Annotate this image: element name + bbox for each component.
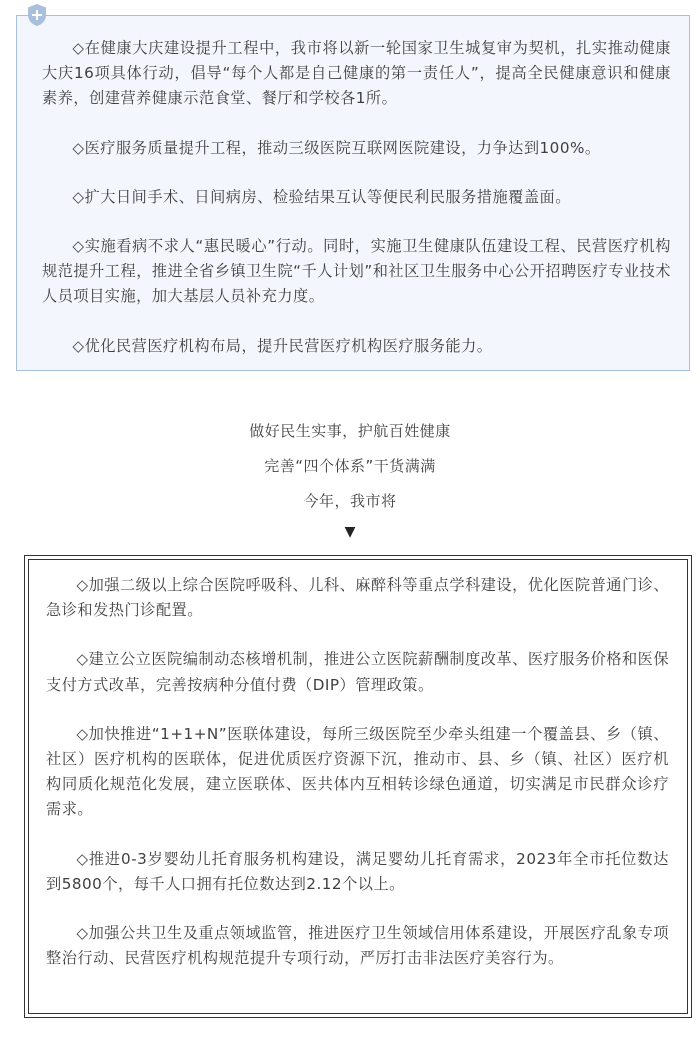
top-paragraph-5: ◇优化民营医疗机构布局，提升民营医疗机构医疗服务能力。 [72, 336, 493, 355]
bottom-paragraph-3: ◇加快推进“1+1+N”医联体建设，每所三级医院至少牵头组建一个覆盖县、乡（镇、社区）医疗机构的医联体，促进优质医疗资源下沉，推动市、县、乡（镇、社区）医疗机构同质化规范化发展，建立医联体、医共体内互相转诊绿色通道，切实满足市民群众诊疗需求。 [46, 724, 669, 819]
bottom-paragraph-5: ◇加强公共卫生及重点领域监管，推进医疗卫生领域信用体系建设，开展医疗乱象专项整治行动、民营医疗机构规范提升专项行动，严厉打击非法医疗美容行为。 [46, 924, 670, 968]
section-heading: 做好民生实事，护航百姓健康 [249, 422, 451, 440]
triangle-down-icon: ▼ [344, 524, 356, 540]
top-info-box [16, 15, 690, 371]
top-paragraph-4: ◇实施看病不求人“惠民暖心”行动。同时，实施卫生健康队伍建设工程、民营医疗机构规范提升工程，推进全省乡镇卫生院“千人计划”和社区卫生服务中心公开招聘医疗专业技术人员项目实施，加大基层人员补充力度。 [42, 237, 671, 306]
top-paragraph-1: ◇在健康大庆建设提升工程中，我市将以新一轮国家卫生城复审为契机，扎实推动健康大庆16项具体行动，倡导“每个人都是自己健康的第一责任人”，提高全民健康意识和健康素养，创建营养健康示范食堂、餐厅和学校各1所。 [42, 39, 671, 108]
bottom-info-box-inner [28, 559, 688, 1014]
plus-icon [25, 3, 49, 27]
top-paragraph-2: ◇医疗服务质量提升工程，推动三级医院互联网医院建设，力争达到100%。 [72, 138, 601, 157]
bottom-paragraph-4: ◇推进0-3岁婴幼儿托育服务机构建设，满足婴幼儿托育需求，2023年全市托位数达到5800个，每千人口拥有托位数达到2.12个以上。 [46, 849, 669, 893]
section-subheading: 完善“四个体系”干货满满 [264, 457, 436, 475]
bottom-info-box [24, 555, 692, 1018]
top-paragraph-3: ◇扩大日间手术、日间病房、检验结果互认等便民利民服务措施覆盖面。 [72, 187, 571, 206]
bottom-paragraph-1: ◇加强二级以上综合医院呼吸科、儿科、麻醉科等重点学科建设，优化医院普通门诊、急诊和发热门诊配置。 [46, 576, 670, 620]
bottom-paragraph-2: ◇建立公立医院编制动态核增机制，推进公立医院薪酬制度改革、医疗服务价格和医保支付方式改革，完善按病种分值付费（DIP）管理政策。 [46, 650, 670, 694]
section-intro: 今年，我市将 [303, 492, 397, 510]
